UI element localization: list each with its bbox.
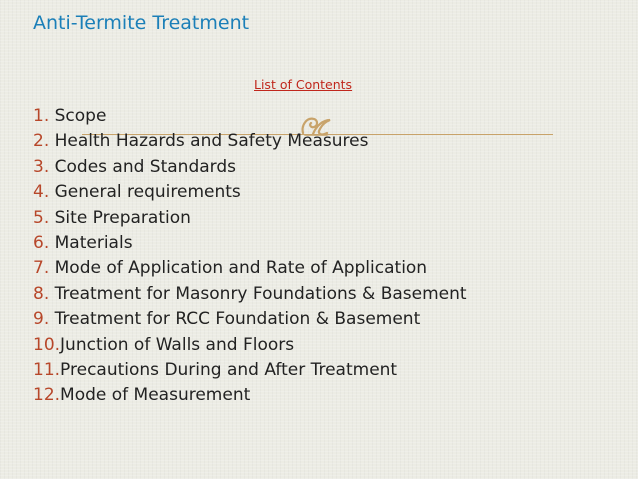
item-number: 9. xyxy=(33,309,50,330)
contents-list xyxy=(33,104,467,409)
item-number: 7. xyxy=(33,258,50,279)
item-label: Materials xyxy=(49,232,133,253)
list-item xyxy=(33,383,467,408)
list-item xyxy=(33,307,467,332)
item-number: 1. xyxy=(33,106,50,126)
item-label: Health Hazards and Safety Measures xyxy=(49,131,369,152)
item-label: Junction of Walls and Floors xyxy=(60,334,295,355)
slide-title: Anti-Termite Treatment xyxy=(33,12,250,34)
item-number: 4. xyxy=(33,182,50,203)
item-number: 10. xyxy=(33,334,61,355)
item-number: 8. xyxy=(33,283,50,304)
item-label: Precautions During and After Treatment xyxy=(60,359,398,380)
list-item xyxy=(33,231,467,256)
item-number: 5. xyxy=(33,207,50,228)
list-item xyxy=(33,155,467,180)
item-label: Codes and Standards xyxy=(49,156,237,177)
item-label: Treatment for Masonry Foundations & Basement xyxy=(49,283,467,304)
item-label: Site Preparation xyxy=(49,207,191,228)
contents-heading[interactable]: List of Contents xyxy=(254,77,353,92)
list-item xyxy=(33,358,467,383)
item-number: 11. xyxy=(33,359,61,380)
list-item xyxy=(33,104,467,129)
list-item xyxy=(33,180,467,205)
list-item xyxy=(33,206,467,231)
item-label: Mode of Application and Rate of Application xyxy=(49,258,428,279)
list-item xyxy=(33,333,467,358)
list-item xyxy=(33,256,467,281)
list-item xyxy=(33,129,467,154)
list-item xyxy=(33,282,467,307)
item-number: 2. xyxy=(33,131,50,152)
item-label: Treatment for RCC Foundation & Basement xyxy=(49,309,421,330)
item-label: General requirements xyxy=(49,182,241,203)
item-number: 12. xyxy=(33,385,61,406)
item-number: 6. xyxy=(33,232,50,253)
item-label: Mode of Measurement xyxy=(60,385,251,406)
item-number: 3. xyxy=(33,156,50,177)
item-label: Scope xyxy=(49,106,107,126)
